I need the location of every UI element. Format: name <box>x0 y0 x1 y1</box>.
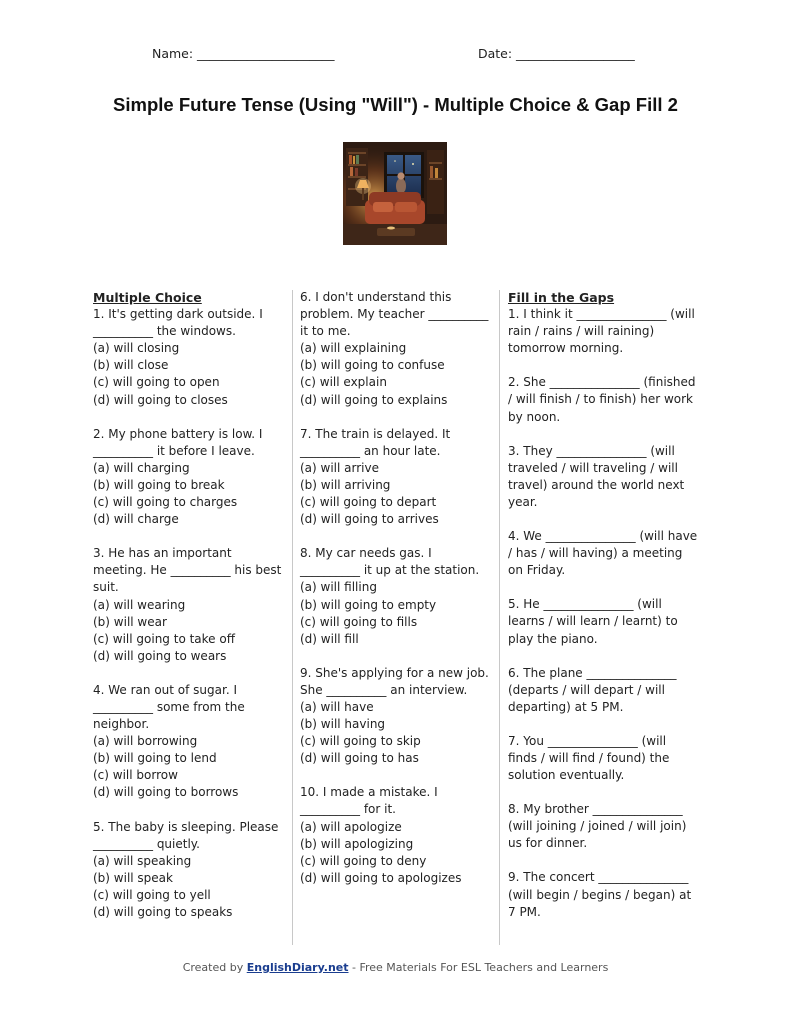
answer-option: (c) will going to fills <box>300 614 418 629</box>
answer-option: (b) will going to lend <box>93 751 217 766</box>
answer-option: (a) will borrowing <box>93 734 198 749</box>
mc-question-1 <box>93 306 283 409</box>
gap-question-text: 9. The concert _______________ (will begin / begins / began) at 7 PM. <box>508 870 692 919</box>
question-stem: 2. My phone battery is low. I __________ it before I leave. <box>93 426 263 458</box>
answer-option: (d) will going to speaks <box>93 905 233 919</box>
multiple-choice-column-1 <box>93 289 283 938</box>
answer-option: (b) will wear <box>93 614 167 629</box>
gap-question-text: 6. The plane _______________ (departs / will depart / will departing) at 5 PM. <box>508 665 677 714</box>
gap-question-text: 1. I think it _______________ (will rain / rains / will raining) tomorrow morning. <box>508 307 695 356</box>
answer-option: (c) will explain <box>300 375 387 390</box>
gap-fill-column <box>508 289 698 938</box>
answer-option: (b) will going to confuse <box>300 358 445 373</box>
answer-option: (c) will borrow <box>93 768 178 783</box>
gap-question-5 <box>508 596 698 647</box>
answer-option: (d) will going to arrives <box>300 512 439 527</box>
question-stem: 9. She's applying for a new job. She __________ an interview. <box>300 665 489 697</box>
gap-question-7 <box>508 733 698 784</box>
gap-question-8 <box>508 801 698 852</box>
worksheet-title: Simple Future Tense (Using "Will") - Multiple Choice & Gap Fill 2 <box>113 94 678 115</box>
gap-question-text: 4. We _______________ (will have / has / will having) a meeting on Friday. <box>508 529 698 578</box>
answer-option: (a) will have <box>300 699 374 714</box>
answer-option: (c) will going to deny <box>300 853 427 868</box>
question-stem: 3. He has an important meeting. He __________ his best suit. <box>93 546 282 595</box>
answer-option: (c) will going to charges <box>93 495 238 510</box>
answer-option: (b) will close <box>93 358 169 373</box>
mc-question-9 <box>300 665 492 768</box>
answer-option: (c) will going to depart <box>300 495 437 510</box>
gap-question-6 <box>508 665 698 716</box>
gap-question-3 <box>508 443 698 511</box>
answer-option: (d) will going to explains <box>300 392 448 407</box>
gap-question-1 <box>508 306 698 357</box>
mc-question-4 <box>93 682 283 802</box>
mc-question-10 <box>300 784 492 887</box>
answer-option: (b) will going to empty <box>300 597 437 612</box>
gap-question-text: 8. My brother _______________ (will joining / joined / will join) us for dinner. <box>508 802 687 851</box>
answer-option: (d) will fill <box>300 631 359 646</box>
answer-option: (b) will having <box>300 717 386 732</box>
gap-question-text: 2. She _______________ (finished / will finish / to finish) her work by noon. <box>508 375 696 424</box>
question-stem: 1. It's getting dark outside. I __________ the windows. <box>93 307 263 339</box>
answer-option: (b) will arriving <box>300 477 391 492</box>
question-stem: 8. My car needs gas. I __________ it up at the station. <box>300 546 480 578</box>
answer-option: (a) will speaking <box>93 853 192 868</box>
answer-option: (d) will going to has <box>300 751 419 766</box>
gap-question-2 <box>508 374 698 425</box>
question-stem: 4. We ran out of sugar. I __________ some from the neighbor. <box>93 682 245 732</box>
answer-option: (d) will going to wears <box>93 648 227 663</box>
mc-question-5 <box>93 819 283 922</box>
answer-option: (c) will going to skip <box>300 734 421 749</box>
answer-option: (d) will going to closes <box>93 392 228 407</box>
question-stem: 5. The baby is sleeping. Please __________ quietly. <box>93 819 279 851</box>
gap-question-9 <box>508 869 698 920</box>
name-field: Name: ______________________ <box>152 46 335 61</box>
cozy-room-illustration <box>343 142 447 245</box>
date-field: Date: ___________________ <box>478 46 635 61</box>
footer-site-link[interactable]: EnglishDiary.net <box>246 961 349 974</box>
answer-option: (b) will apologizing <box>300 836 414 851</box>
footer-prefix: Created by <box>182 961 247 974</box>
question-stem: 7. The train is delayed. It __________ an hour late. <box>300 426 451 458</box>
answer-option: (a) will apologize <box>300 819 402 834</box>
answer-option: (a) will arrive <box>300 460 379 475</box>
answer-option: (a) will wearing <box>93 597 186 612</box>
gap-question-text: 3. They _______________ (will traveled / will traveling / will travel) around the world next year. <box>508 443 685 509</box>
footer-credit <box>0 961 791 974</box>
mc-question-3 <box>93 545 283 665</box>
answer-option: (c) will going to open <box>93 375 220 390</box>
column-divider-right <box>499 290 500 945</box>
question-stem: 6. I don't understand this problem. My teacher __________ it to me. <box>300 290 489 339</box>
answer-option: (b) will speak <box>93 870 173 885</box>
answer-option: (a) will charging <box>93 460 190 475</box>
answer-option: (c) will going to take off <box>93 631 235 646</box>
answer-option: (d) will going to apologizes <box>300 870 462 885</box>
answer-option: (a) will closing <box>93 341 180 356</box>
mc-question-6 <box>300 289 492 409</box>
column-divider-left <box>292 290 293 945</box>
gap-question-text: 5. He _______________ (will learns / will learn / learnt) to play the piano. <box>508 597 678 646</box>
answer-option: (a) will explaining <box>300 341 407 356</box>
mc-question-7 <box>300 426 492 529</box>
answer-option: (d) will charge <box>93 512 179 527</box>
section-heading-gap-fill: Fill in the Gaps <box>508 290 615 305</box>
header-row <box>0 46 791 66</box>
section-heading-multiple-choice: Multiple Choice <box>93 290 202 305</box>
multiple-choice-column-2 <box>300 289 492 904</box>
gap-question-4 <box>508 528 698 579</box>
answer-option: (a) will filling <box>300 580 377 595</box>
answer-option: (b) will going to break <box>93 477 225 492</box>
mc-question-2 <box>93 426 283 529</box>
gap-question-text: 7. You _______________ (will finds / will find / found) the solution eventually. <box>508 733 670 783</box>
mc-question-8 <box>300 545 492 648</box>
answer-option: (d) will going to borrows <box>93 785 239 800</box>
footer-suffix: - Free Materials For ESL Teachers and Learners <box>348 961 609 974</box>
answer-option: (c) will going to yell <box>93 887 211 902</box>
question-stem: 10. I made a mistake. I __________ for it. <box>300 785 438 817</box>
